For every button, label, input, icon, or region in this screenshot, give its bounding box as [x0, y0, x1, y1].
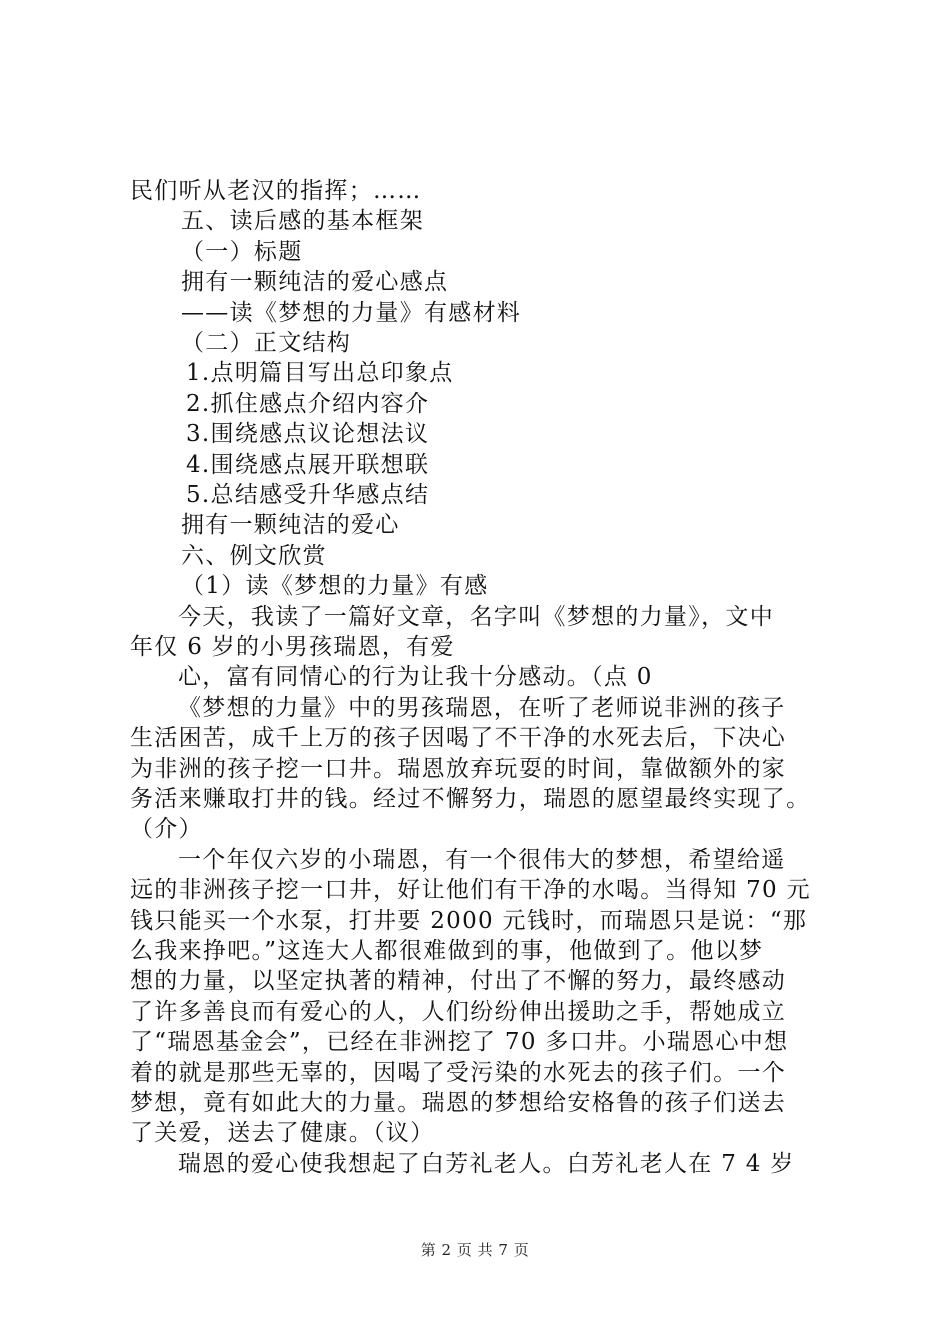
text-line: ——读《梦想的力量》有感材料 [181, 300, 522, 326]
subsection-heading: （1）读《梦想的力量》有感 [181, 573, 489, 599]
paragraph-line: 钱只能买一个水泵，打井要 2000 元钱时，而瑞恩只是说：“那 [130, 908, 808, 934]
paragraph-line: 着的就是那些无辜的，因喝了受污染的水死去的孩子们。一个 [130, 1060, 787, 1086]
paragraph-line: 今天，我读了一篇好文章，名字叫《梦想的力量》，文中 [178, 604, 774, 630]
list-item: 2.抓住感点介绍内容介 [186, 391, 430, 417]
paragraph-line: （介） [130, 816, 203, 842]
paragraph-line: 远的非洲孩子挖一口井，好让他们有干净的水喝。当得知 70 元 [130, 877, 811, 903]
paragraph-line: 么我来挣吧。”这连大人都很难做到的事，他做到了。他以梦 [130, 938, 764, 964]
paragraph-line: 一个年仅六岁的小瑞恩，有一个很伟大的梦想，希望给遥 [178, 847, 786, 873]
paragraph-line: 心，富有同情心的行为让我十分感动。（点 0 [178, 664, 653, 690]
paragraph-line: 务活来赚取打井的钱。经过不懈努力，瑞恩的愿望最终实现了。 [130, 786, 811, 812]
list-item: 5.总结感受升华感点结 [186, 482, 430, 508]
subsection-heading: （二）正文结构 [181, 330, 352, 356]
paragraph-line: 了“瑞恩基金会”，已经在非洲挖了 70 多口井。小瑞恩心中想 [130, 1029, 789, 1055]
paragraph-line: 了许多善良而有爱心的人，人们纷纷伸出援助之手，帮她成立 [130, 999, 787, 1025]
page-footer: 第 2 页 共 7 页 [420, 1241, 530, 1259]
section-heading: 六、例文欣赏 [181, 543, 327, 569]
paragraph-line: 为非洲的孩子挖一口井。瑞恩放弃玩耍的时间，靠做额外的家 [130, 756, 787, 782]
paragraph-line: 梦想，竟有如此大的力量。瑞恩的梦想给安格鲁的孩子们送去 [130, 1090, 787, 1116]
section-heading: 五、读后感的基本框架 [181, 208, 424, 234]
paragraph-line: 生活困苦，成千上万的孩子因喝了不干净的水死去后，下决心 [130, 725, 787, 751]
list-item: 1.点明篇目写出总印象点 [186, 360, 454, 386]
text-line: 民们听从老汉的指挥；…… [130, 178, 422, 204]
paragraph-line: 《梦想的力量》中的男孩瑞恩，在听了老师说非洲的孩子 [178, 695, 786, 721]
subsection-heading: （一）标题 [181, 239, 303, 265]
paragraph-line: 了关爱，送去了健康。（议） [130, 1120, 435, 1146]
list-item: 4.围绕感点展开联想联 [186, 452, 430, 478]
paragraph-line: 想的力量，以坚定执著的精神，付出了不懈的努力，最终感动 [130, 968, 787, 994]
paragraph-line: 年仅 6 岁的小男孩瑞恩，有爱 [130, 634, 455, 660]
text-line: 拥有一颗纯洁的爱心 [181, 512, 400, 538]
text-line: 拥有一颗纯洁的爱心感点 [181, 269, 449, 295]
list-item: 3.围绕感点议论想法议 [186, 421, 430, 447]
paragraph-line: 瑞恩的爱心使我想起了白芳礼老人。白芳礼老人在 7 4 岁 [178, 1151, 795, 1177]
